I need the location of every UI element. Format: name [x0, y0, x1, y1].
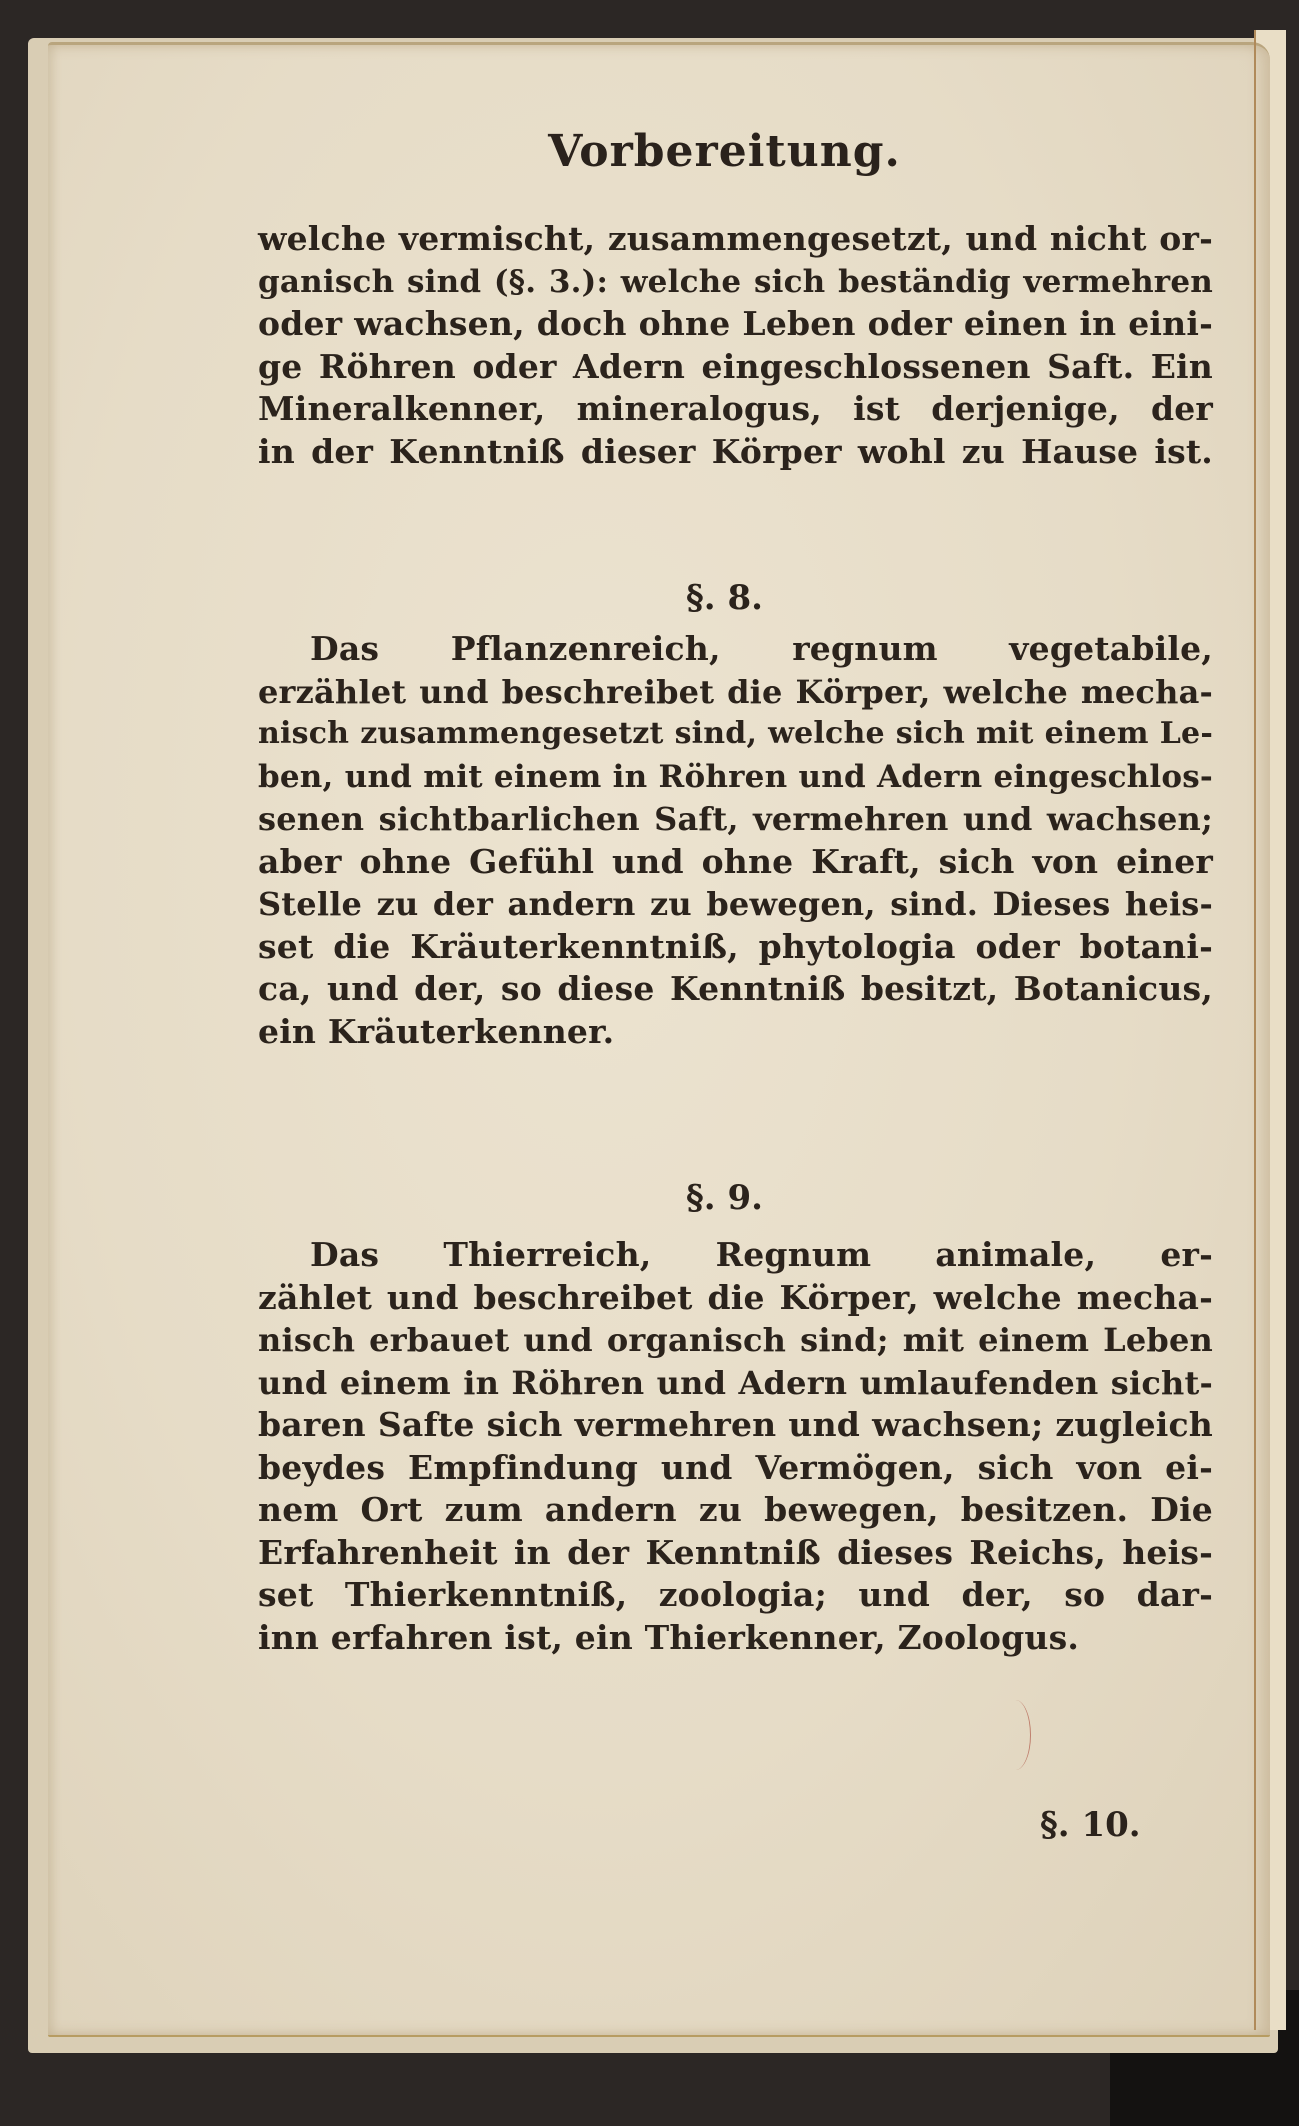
text-line: erzählet und beschreibet die Körper, welche mecha-	[258, 672, 1213, 711]
section-8-paragraph	[258, 628, 1213, 1053]
text-line: ca, und der, so diese Kenntniß besitzt, Botanicus,	[258, 969, 1213, 1008]
section-mark-text: §. 8.	[686, 578, 763, 618]
pencil-annotation-mark	[1000, 1700, 1031, 1770]
text-line: nem Ort zum andern zu bewegen, besitzen. Die	[258, 1490, 1213, 1529]
running-head	[0, 126, 1299, 177]
text-line: Das Thierreich, Regnum animale, er-	[310, 1235, 1213, 1274]
text-line: senen sichtbarlichen Saft, vermehren und wachsen;	[258, 800, 1213, 838]
text-line: welche vermischt, zusammengesetzt, und nicht or-	[258, 219, 1213, 258]
text-line: set die Kräuterkenntniß, phytologia oder botani-	[258, 926, 1213, 966]
text-line: aber ohne Gefühl und ohne Kraft, sich von einer	[258, 841, 1213, 881]
text-line: baren Safte sich vermehren und wachsen; zugleich	[258, 1405, 1213, 1444]
text-line: ben, und mit einem in Röhren und Adern eingeschlos-	[258, 758, 1213, 795]
text-line: ein Kräuterkenner.	[258, 1011, 615, 1051]
text-line: nisch erbauet und organisch sind; mit einem Leben	[258, 1321, 1213, 1359]
text-line: Stelle zu der andern zu bewegen, sind. Dieses heis-	[258, 885, 1213, 923]
text-line: zählet und beschreibet die Körper, welche mecha-	[258, 1277, 1213, 1317]
text-line: in der Kenntniß dieser Körper wohl zu Hause ist.	[258, 431, 1213, 471]
text-line: Mineralkenner, mineralogus, ist derjenige, der	[258, 389, 1213, 428]
running-head-text: Vorbereitung.	[548, 126, 901, 177]
text-line: nisch zusammengesetzt sind, welche sich mit einem Le-	[258, 716, 1213, 751]
text-line: inn erfahren ist, ein Thierkenner, Zoologus.	[258, 1617, 1080, 1657]
text-line: oder wachsen, doch ohne Leben oder einen in eini-	[258, 304, 1213, 343]
text-line: ganisch sind (§. 3.): welche sich beständig vermehren	[258, 263, 1213, 300]
text-line: Das Pflanzenreich, regnum vegetabile,	[310, 629, 1213, 668]
page-fold-line	[1254, 30, 1256, 2030]
text-line: Erfahrenheit in der Kenntniß dieses Reichs, heis-	[258, 1532, 1213, 1572]
text-line: beydes Empfindung und Vermögen, sich von ei-	[258, 1447, 1213, 1487]
section-mark-text: §. 9.	[686, 1178, 763, 1218]
text-line: set Thierkenntniß, zoologia; und der, so dar-	[258, 1575, 1213, 1614]
catchword: §. 10.	[1040, 1805, 1141, 1845]
section-heading-9	[0, 1178, 1299, 1218]
text-line: ge Röhren oder Adern eingeschlossenen Saft. Ein	[258, 346, 1213, 386]
section-9-paragraph	[258, 1234, 1213, 1659]
section-heading-8	[0, 578, 1299, 618]
text-line: und einem in Röhren und Adern umlaufenden sicht-	[258, 1363, 1213, 1402]
intro-paragraph	[258, 218, 1213, 473]
